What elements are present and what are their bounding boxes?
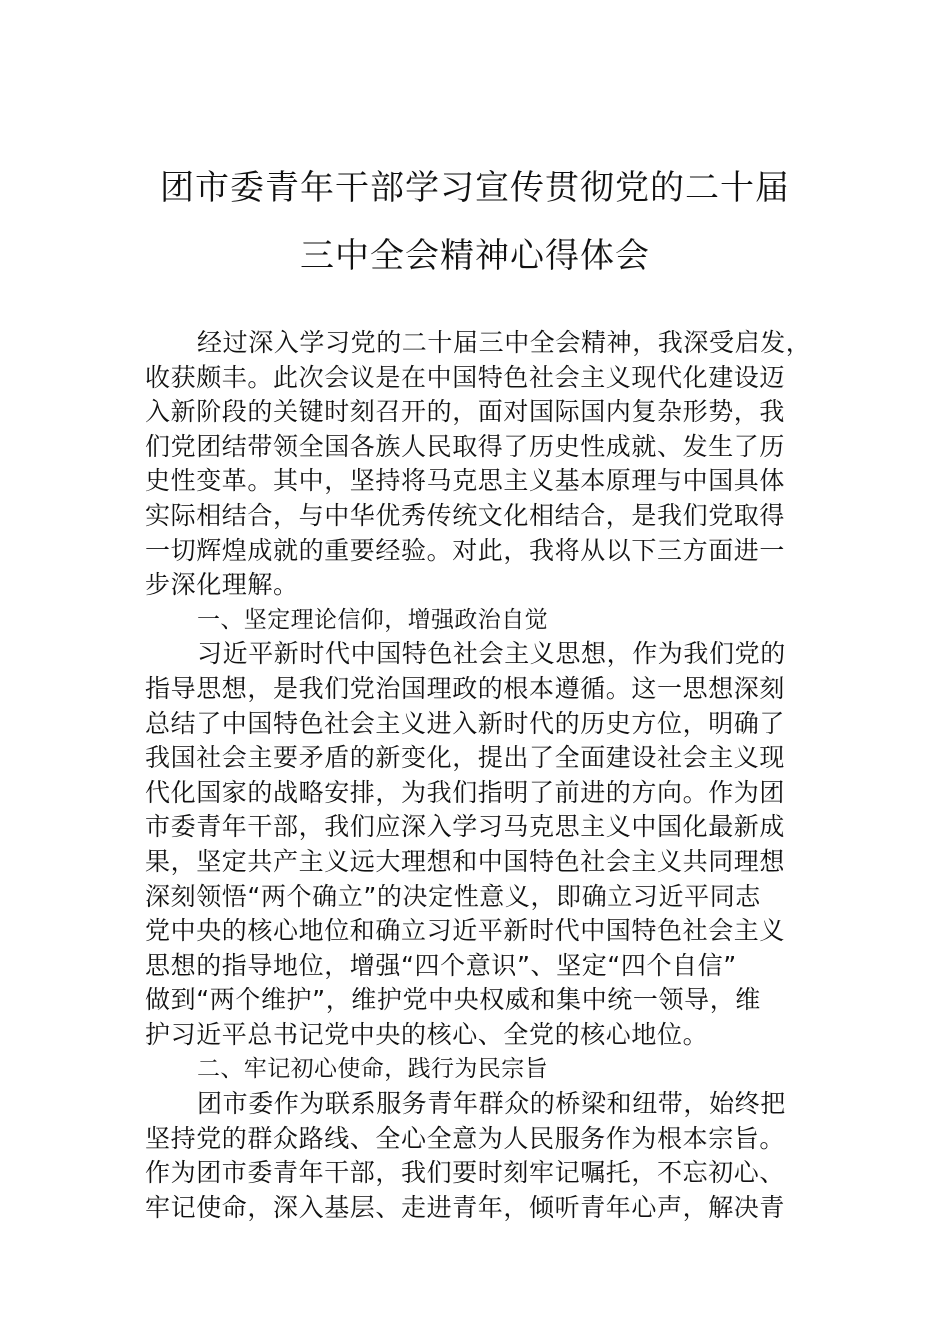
paragraph-line: 牢记使命，深入基层、走进青年，倾听青年心声，解决青 xyxy=(145,1192,786,1222)
paragraph-line: 思想的指导地位，增强“四个意识”、坚定“四个自信” xyxy=(145,950,737,980)
document-title-line-1: 团市委青年干部学习宣传贯彻党的二十届 xyxy=(160,168,790,208)
section-heading: 二、牢记初心使命，践行为民宗旨 xyxy=(197,1056,548,1083)
paragraph-line: 习近平新时代中国特色社会主义思想，作为我们党的 xyxy=(197,639,786,669)
paragraph-line: 史性变革。其中，坚持将马克思主义基本原理与中国具体 xyxy=(145,466,786,496)
paragraph-line: 护习近平总书记党中央的核心、全党的核心地位。 xyxy=(145,1019,709,1049)
document-title-line-2: 三中全会精神心得体会 xyxy=(300,236,650,276)
paragraph-line: 们党团结带领全国各族人民取得了历史性成就、发生了历 xyxy=(145,431,786,461)
paragraph-line: 代化国家的战略安排，为我们指明了前进的方向。作为团 xyxy=(145,777,786,807)
paragraph-line: 实际相结合，与中华优秀传统文化相结合，是我们党取得 xyxy=(145,500,786,530)
paragraph-line: 步深化理解。 xyxy=(145,570,299,600)
paragraph-line: 果，坚定共产主义远大理想和中国特色社会主义共同理想 xyxy=(145,846,786,876)
section-heading: 一、坚定理论信仰，增强政治自觉 xyxy=(197,606,548,633)
paragraph-line: 做到“两个维护”，维护党中央权威和集中统一领导，维 xyxy=(145,985,761,1015)
document-body xyxy=(145,326,815,1225)
paragraph-line: 市委青年干部，我们应深入学习马克思主义中国化最新成 xyxy=(145,812,786,842)
paragraph-line: 作为团市委青年干部，我们要时刻牢记嘱托，不忘初心、 xyxy=(145,1158,786,1188)
paragraph-line: 入新阶段的关键时刻召开的，面对国际国内复杂形势，我 xyxy=(145,397,786,427)
paragraph-line: 经过深入学习党的二十届三中全会精神，我深受启发， xyxy=(197,328,812,357)
paragraph-line: 收获颇丰。此次会议是在中国特色社会主义现代化建设迈 xyxy=(145,362,786,392)
paragraph-line: 我国社会主要矛盾的新变化，提出了全面建设社会主义现 xyxy=(145,743,786,773)
paragraph-line: 团市委作为联系服务青年群众的桥梁和纽带，始终把 xyxy=(197,1089,786,1119)
paragraph-line: 一切辉煌成就的重要经验。对此，我将从以下三方面进一 xyxy=(145,535,786,565)
paragraph-line: 坚持党的群众路线、全心全意为人民服务作为根本宗旨。 xyxy=(145,1123,786,1153)
paragraph-line: 总结了中国特色社会主义进入新时代的历史方位，明确了 xyxy=(145,708,786,738)
paragraph-line: 指导思想，是我们党治国理政的根本遵循。这一思想深刻 xyxy=(145,673,786,703)
paragraph-line: 党中央的核心地位和确立习近平新时代中国特色社会主义 xyxy=(145,916,786,946)
paragraph-line: 深刻领悟“两个确立”的决定性意义，即确立习近平同志 xyxy=(145,881,761,911)
